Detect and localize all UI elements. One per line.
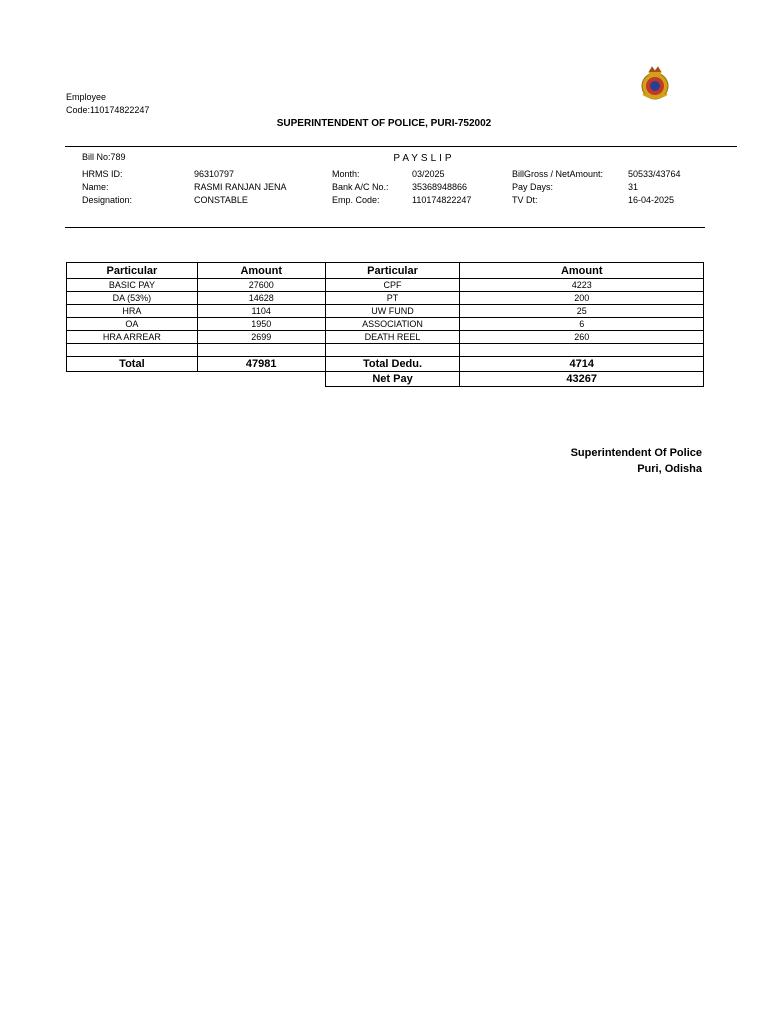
hrms-id-label: HRMS ID: xyxy=(82,169,123,179)
emp-code-value: 110174822247 xyxy=(412,195,472,205)
designation-label: Designation: xyxy=(82,195,133,205)
blank-cell xyxy=(67,344,198,357)
deduction-amount: 260 xyxy=(460,331,704,344)
info-labels-2 xyxy=(332,168,389,207)
earning-name: HRA ARREAR xyxy=(67,331,198,344)
tv-date-label: TV Dt: xyxy=(512,195,538,205)
net-pay-amount: 43267 xyxy=(460,372,704,387)
office-title: SUPERINTENDENT OF POLICE, PURI-752002 xyxy=(276,118,492,129)
employee-code-value: Code:110174822247 xyxy=(66,105,150,115)
earning-name: OA xyxy=(67,318,198,331)
deduction-name: UW FUND xyxy=(325,305,460,318)
name-label: Name: xyxy=(82,182,109,192)
table-row xyxy=(67,318,704,331)
blank-row xyxy=(67,344,704,357)
payslip-heading: PAYSLIP xyxy=(393,153,455,164)
table-row xyxy=(67,331,704,344)
deduction-amount: 25 xyxy=(460,305,704,318)
bank-account-label: Bank A/C No.: xyxy=(332,182,389,192)
signatory-title: Superintendent Of Police xyxy=(570,447,702,459)
name-value: RASMI RANJAN JENA xyxy=(194,182,287,192)
header-particular-deductions: Particular xyxy=(325,263,460,279)
pay-days-label: Pay Days: xyxy=(512,182,554,192)
total-label: Total xyxy=(67,357,198,372)
table-row xyxy=(67,292,704,305)
info-labels-1 xyxy=(82,168,132,207)
earning-amount: 27600 xyxy=(197,279,325,292)
table-header-row xyxy=(67,263,704,279)
bill-gross-net-label: BillGross / NetAmount: xyxy=(512,169,604,179)
total-amount: 47981 xyxy=(197,357,325,372)
month-value: 03/2025 xyxy=(412,169,445,179)
bill-gross-net-value: 50533/43764 xyxy=(628,169,681,179)
earning-name: HRA xyxy=(67,305,198,318)
blank-cell xyxy=(325,344,460,357)
net-pay-row xyxy=(67,372,704,387)
earning-name: DA (53%) xyxy=(67,292,198,305)
tv-date-value: 16-04-2025 xyxy=(628,195,675,205)
deduction-name: ASSOCIATION xyxy=(325,318,460,331)
deduction-name: PT xyxy=(325,292,460,305)
bill-number: Bill No:789 xyxy=(82,152,126,162)
earning-amount: 14628 xyxy=(197,292,325,305)
table-row xyxy=(67,305,704,318)
deduction-name: CPF xyxy=(325,279,460,292)
info-labels-3 xyxy=(512,168,603,207)
empty-cell xyxy=(197,372,325,387)
deduction-amount: 4223 xyxy=(460,279,704,292)
bank-account-value: 35368948866 xyxy=(412,182,468,192)
signature-block xyxy=(571,445,702,477)
police-emblem-logo xyxy=(638,64,672,102)
info-values-3 xyxy=(628,168,681,207)
header-amount-deductions: Amount xyxy=(460,263,704,279)
header-particular-earnings: Particular xyxy=(67,263,198,279)
earning-amount: 2699 xyxy=(197,331,325,344)
total-deductions-amount: 4714 xyxy=(460,357,704,372)
top-divider xyxy=(65,146,737,147)
deduction-name: DEATH REEL xyxy=(325,331,460,344)
blank-cell xyxy=(197,344,325,357)
deduction-amount: 200 xyxy=(460,292,704,305)
earning-amount: 1104 xyxy=(197,305,325,318)
blank-cell xyxy=(460,344,704,357)
table-row xyxy=(67,279,704,292)
info-values-1 xyxy=(194,168,287,207)
info-values-2 xyxy=(412,168,471,207)
earning-amount: 1950 xyxy=(197,318,325,331)
month-label: Month: xyxy=(332,169,360,179)
total-deductions-label: Total Dedu. xyxy=(325,357,460,372)
total-row xyxy=(67,357,704,372)
header-amount-earnings: Amount xyxy=(197,263,325,279)
pay-table xyxy=(66,262,704,387)
emp-code-label: Emp. Code: xyxy=(332,195,380,205)
employee-code-label: Employee xyxy=(66,92,107,102)
empty-cell xyxy=(67,372,198,387)
pay-days-value: 31 xyxy=(628,182,639,192)
earning-name: BASIC PAY xyxy=(67,279,198,292)
deduction-amount: 6 xyxy=(460,318,704,331)
employee-code xyxy=(66,91,166,117)
hrms-id-value: 96310797 xyxy=(194,169,235,179)
net-pay-label: Net Pay xyxy=(325,372,460,387)
signatory-location: Puri, Odisha xyxy=(637,463,702,475)
info-divider xyxy=(65,227,705,228)
designation-value: CONSTABLE xyxy=(194,195,248,205)
